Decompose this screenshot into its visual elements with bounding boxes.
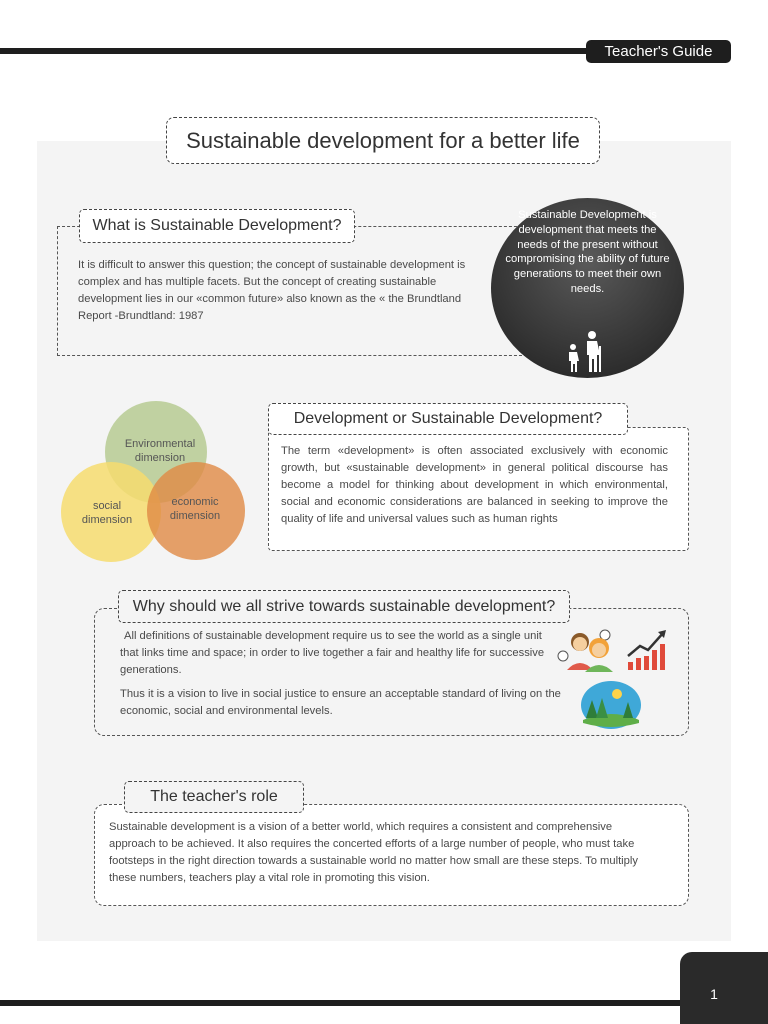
section1-body: It is difficult to answer this question; the concept of sustainable development is complex and has multiple facets. But the concept of creating sustainable development lies in our «common future» also known as the « the Brundtland Report -Brundtland: 1987 (78, 259, 466, 322)
section4-body: Sustainable development is a vision of a better world, which requires a consistent and comprehensive approach to be achieved. It also requires the concerted efforts of a large number of people, who must take footsteps in the right direction towards a sustainable world no matter how small are these steps. To multiply these numbers, teachers play a vital role in promoting this vision. (109, 821, 638, 884)
section2-heading: Development or Sustainable Development? (268, 403, 628, 435)
section3-para2: Thus it is a vision to live in social justice to ensure an acceptable standard of living on the economic, social and environmental levels. (120, 688, 561, 717)
growth-chart-icon (626, 626, 668, 672)
nature-landscape-icon (580, 680, 642, 730)
section2-body: The term «development» is often associated exclusively with economic growth, but «sustainable development» in general political discourse has become a model for thinking about development in which environmental, social and economic considerations are balanced in seeking to improve the quality of life and universal values such as human rights (281, 445, 668, 525)
venn-label-economic: economic dimension (169, 496, 221, 522)
venn-diagram (60, 400, 255, 565)
definition-text: Sustainable Development is development that meets the needs of the present without compromising the ability of future generations to meet their own needs. (505, 209, 670, 295)
bottom-rule (0, 1000, 680, 1006)
section3-heading: Why should we all strive towards sustainable development? (118, 590, 570, 623)
venn-label-social: social dimension (81, 500, 133, 526)
section4-heading: The teacher's role (124, 781, 304, 813)
page-title: Sustainable development for a better life (186, 128, 580, 153)
section1-heading: What is Sustainable Development? (79, 209, 355, 243)
teachers-guide-label: Teacher's Guide (586, 40, 731, 63)
people-talking-icon (555, 622, 625, 674)
section3-para1: All definitions of sustainable development require us to see the world as a single unit that links time and space; in order to live together a fair and healthy life for successive generations. (120, 630, 545, 676)
top-rule (0, 48, 600, 54)
page-number: 1 (710, 986, 718, 1002)
elder-and-child-icon (563, 328, 609, 374)
venn-label-environmental: Environmental dimension (124, 438, 196, 464)
